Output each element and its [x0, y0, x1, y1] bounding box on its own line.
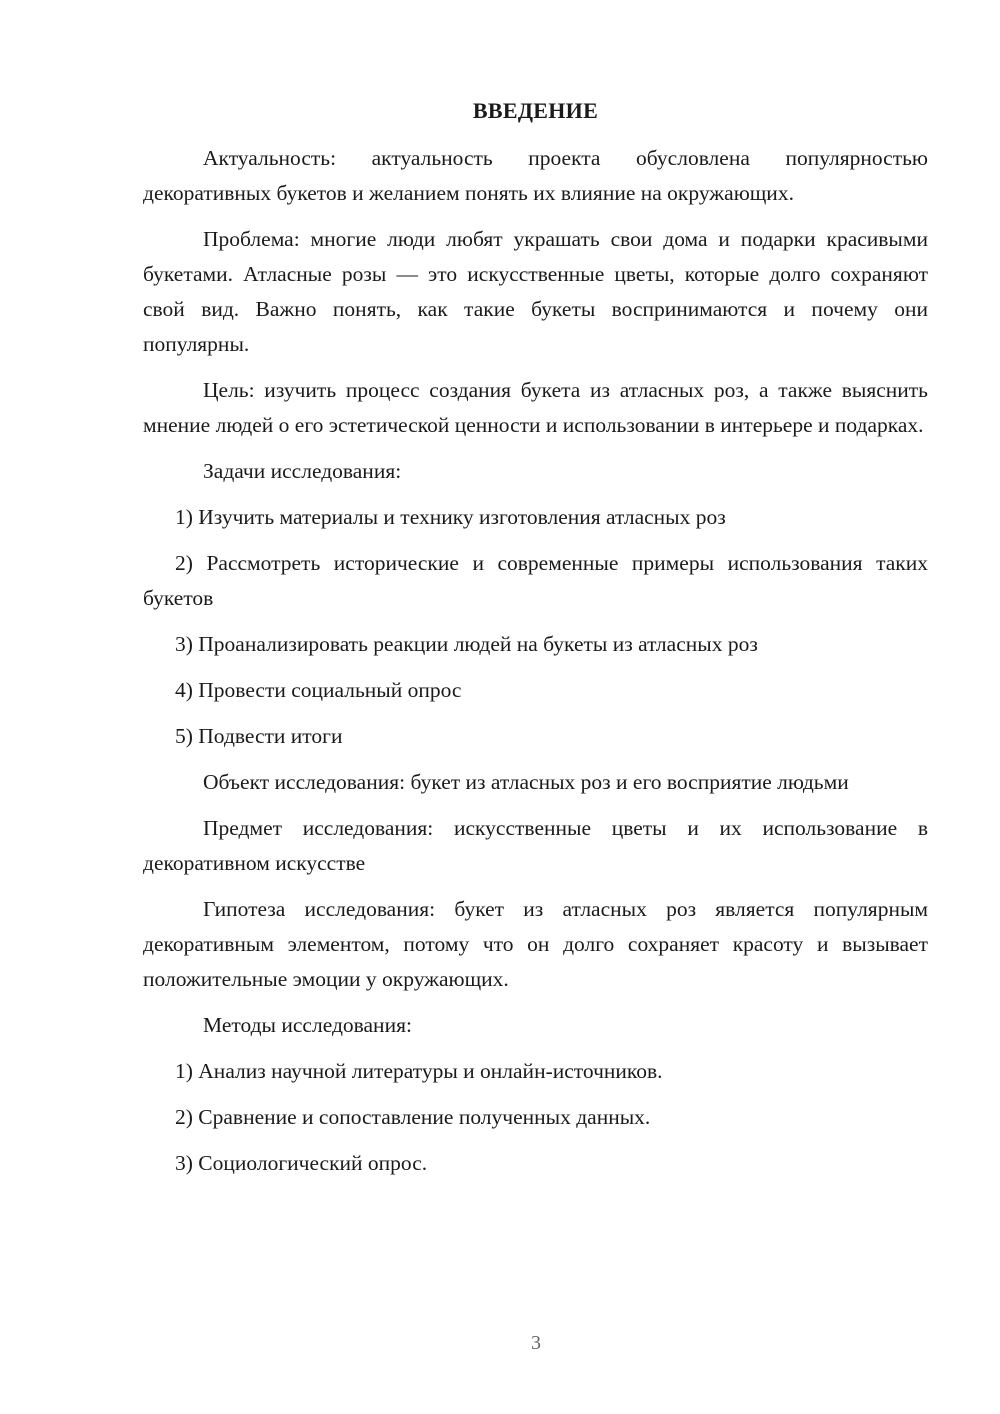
method-item: 2) Сравнение и сопоставление полученных данных.	[175, 1105, 651, 1129]
methods-heading: Методы исследования:	[203, 1013, 412, 1037]
method-item: 1) Анализ научной литературы и онлайн-источников.	[175, 1059, 663, 1083]
method-item: 3) Социологический опрос.	[175, 1151, 428, 1175]
page-title: ВВЕДЕНИЕ	[472, 98, 599, 123]
task-item: 1) Изучить материалы и технику изготовления атласных роз	[175, 505, 726, 529]
task-item: 5) Подвести итоги	[175, 724, 343, 748]
subject-paragraph: Предмет исследования: искусственные цветы и их использование в декоративном искусстве	[143, 816, 928, 875]
task-item: 4) Провести социальный опрос	[175, 678, 462, 702]
relevance-paragraph: Актуальность: актуальность проекта обусловлена популярностью декоративных букетов и желанием понять их влияние на окружающих.	[143, 146, 928, 205]
object-paragraph: Объект исследования: букет из атласных роз и его восприятие людьми	[203, 770, 849, 794]
task-item: 2) Рассмотреть исторические и современные примеры использования таких букетов	[143, 551, 928, 610]
page-number: 3	[531, 1332, 541, 1354]
tasks-heading: Задачи исследования:	[203, 459, 402, 483]
task-item: 3) Проанализировать реакции людей на букеты из атласных роз	[175, 632, 758, 656]
goal-paragraph: Цель: изучить процесс создания букета из атласных роз, а также выяснить мнение людей о его эстетической ценности и использовании в интерьере и подарках.	[143, 378, 928, 437]
hypothesis-paragraph: Гипотеза исследования: букет из атласных роз является популярным декоративным элементом, потому что он долго сохраняет красоту и вызывает положительные эмоции у окружающих.	[143, 897, 928, 991]
document-body	[143, 141, 928, 1192]
problem-paragraph: Проблема: многие люди любят украшать свои дома и подарки красивыми букетами. Атласные розы — это искусственные цветы, которые долго сохраняют свой вид. Важно понять, как такие букеты воспринимаются и почему они популярны.	[143, 227, 928, 356]
